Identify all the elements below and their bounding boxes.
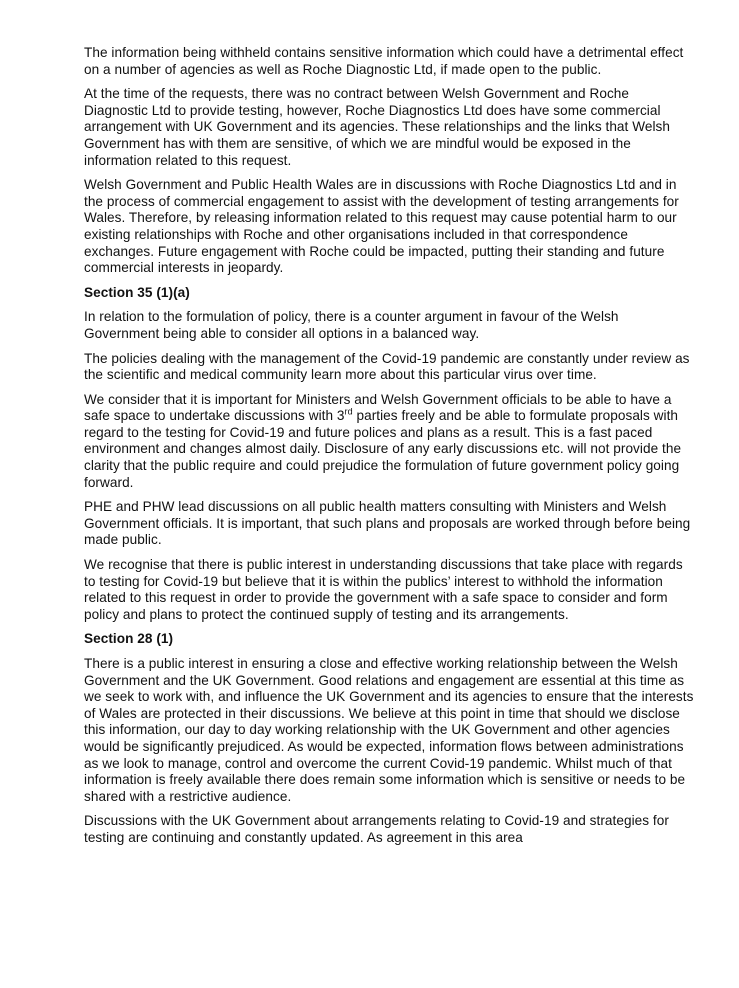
paragraph-uk-relationship: There is a public interest in ensuring a close and effective working relationship between the Welsh Government and the UK Government. Good relations and engagement are essential at this time as we seek to work with, and influence the UK Government and its agencies to ensure that the interests of Wales are protected in their discussions. We believe at this point in time that should we disclose this information, our day to day working relationship with the UK Government and other agencies would be significantly prejudiced. As would be expected, information flows between administrations as we look to manage, control and overcome the current Covid-19 pandemic. Whilst much of that information is freely available there does remain some information which is sensitive or needs to be shared with a restrictive audience. <box>84 656 694 804</box>
section-heading-28: Section 28 (1) <box>84 631 174 647</box>
paragraph-public-interest: We recognise that there is public interest in understanding discussions that take place with regards to testing for Covid-19 but believe that it is within the publics’ interest to withhold the information related to this request in order to provide the government with a safe space to consider and form policy and plans to protect the continued supply of testing and its arrangements. <box>84 557 683 622</box>
paragraph-policy-formulation: In relation to the formulation of policy, there is a counter argument in favour of the Welsh Government being able to consider all options in a balanced way. <box>84 309 619 341</box>
paragraph-uk-discussions: Discussions with the UK Government about arrangements relating to Covid-19 and strategies for testing are continuing and constantly updated. As agreement in this area <box>84 813 669 845</box>
safe-space-text-start: We consider that it is important for Ministers and Welsh Government officials to be able to have a safe space to undertake discussions with 3 <box>84 391 672 424</box>
paragraph-contract-status: At the time of the requests, there was no contract between Welsh Government and Roche Diagnostic Ltd to provide testing, however, Roche Diagnostics Ltd does have some commercial arrangement with UK Government and its agencies. These relationships and the links that Welsh Government has with them are sensitive, of which we are mindful would be exposed in the information related to this request. <box>84 86 670 168</box>
paragraph-roche-sensitivity: The information being withheld contains sensitive information which could have a detrimental effect on a number of agencies as well as Roche Diagnostic Ltd, if made open to the public. <box>84 45 684 77</box>
paragraph-commercial-engagement: Welsh Government and Public Health Wales are in discussions with Roche Diagnostics Ltd and in the process of commercial engagement to assist with the development of testing arrangements for Wales. Therefore, by releasing information related to this request may cause potential harm to our existing relationships with Roche and other organisations included in that correspondence exchanges. Future engagement with Roche could be impacted, putting their standing and future commercial interests in jeopardy. <box>84 177 679 276</box>
paragraph-safe-space <box>84 392 696 492</box>
document-page <box>84 45 696 855</box>
ordinal-superscript: rd <box>344 406 353 417</box>
safe-space-text-end: parties freely and be able to formulate proposals with regard to the testing for Covid-19 and future polices and plans as a result. This is a fast paced environment and changes almost daily. Disclosure of any early discussions etc. will not provide the clarity that the public require and could prejudice the formulation of future government policy going forward. <box>84 408 682 490</box>
paragraph-policy-review: The policies dealing with the management of the Covid-19 pandemic are constantly under review as the scientific and medical community learn more about this particular virus over time. <box>84 350 690 383</box>
section-heading-35: Section 35 (1)(a) <box>84 284 190 300</box>
paragraph-phe-phw: PHE and PHW lead discussions on all public health matters consulting with Ministers and Welsh Government officials. It is important, that such plans and proposals are worked through before being made public. <box>84 499 691 548</box>
